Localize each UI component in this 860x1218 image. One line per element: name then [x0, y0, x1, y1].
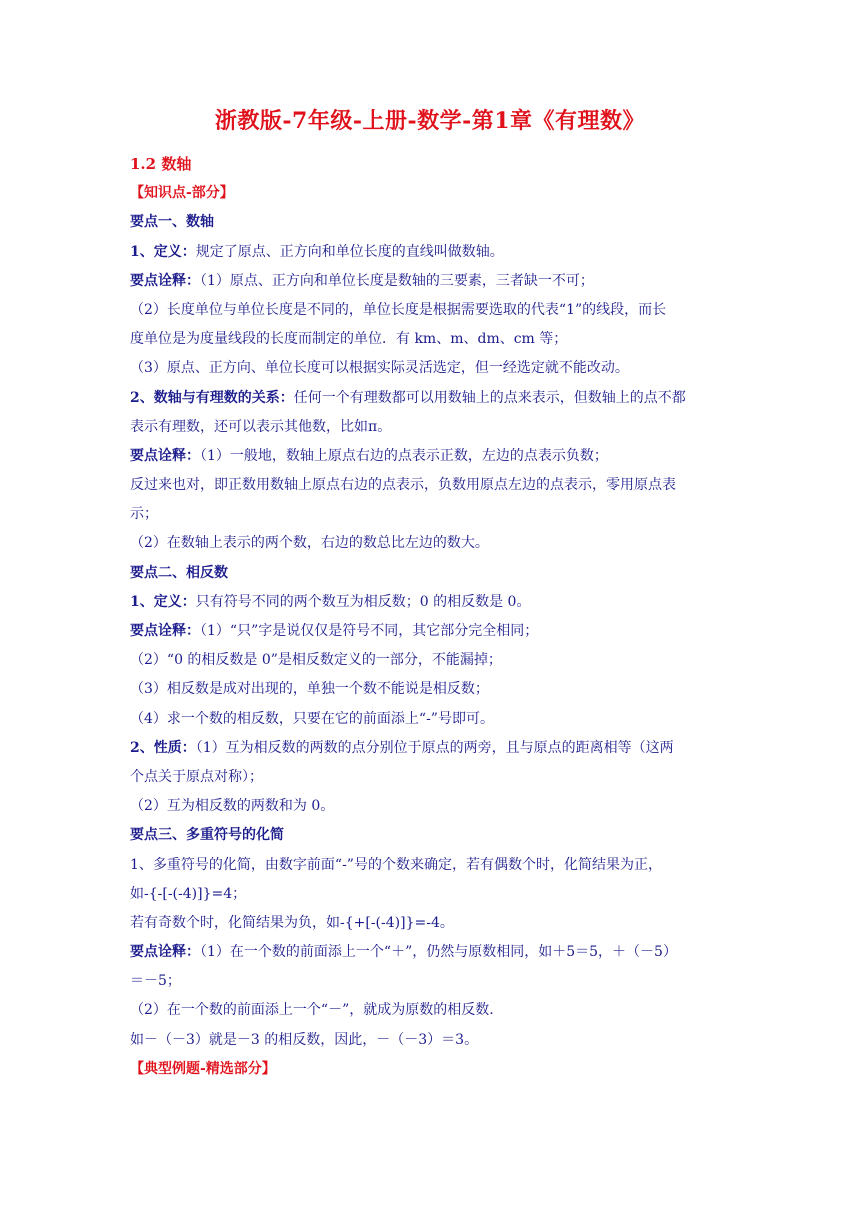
text-line: [130, 792, 730, 821]
document-title: 浙教版-7年级-上册-数学-第1章《有理数》: [214, 108, 646, 134]
line-label: 要点一、数轴: [130, 214, 214, 231]
line-text: 个点关于原点对称）；: [130, 768, 263, 785]
line-text: （1）“只”字是说仅仅是符号不同，其它部分完全相同；: [200, 623, 539, 639]
line-label: 要点诠释：: [130, 447, 200, 464]
text-line: [130, 909, 730, 938]
section-heading: 1.2 数轴: [130, 155, 192, 173]
line-label: 要点三、多重符号的化简: [130, 827, 284, 844]
knowledge-header: 【知识点-部分】: [130, 185, 234, 202]
line-text: 反过来也对，即正数用数轴上原点右边的点表示，负数用原点左边的点表示，零用原点表: [130, 477, 676, 494]
line-text: （1）在一个数的前面添上一个“＋”，仍然与原数相同，如＋5＝5，＋（－5）: [200, 944, 677, 961]
text-line: [130, 880, 730, 909]
text-line: [130, 734, 730, 763]
text-line: [130, 996, 730, 1025]
text-line: [130, 559, 730, 588]
line-label: 要点诠释：: [130, 944, 200, 961]
text-line: [130, 529, 730, 558]
line-text: （1）互为相反数的两数的点分别位于原点的两旁，且与原点的距离相等（这两: [195, 739, 674, 756]
line-label: 2、性质：: [130, 739, 196, 756]
text-line: [130, 675, 730, 704]
line-text: 只有符号不同的两个数互为相反数；0 的相反数是 0。: [195, 593, 531, 610]
line-text: 1、多重符号的化简，由数字前面“-”号的个数来确定，若有偶数个时，化简结果为正，: [130, 856, 662, 873]
line-text: （2）“0 的相反数是 0”是相反数定义的一部分，不能漏掉；: [130, 652, 502, 669]
line-text: 度单位是为度量线段的长度而制定的单位．有 km、m、dm、cm 等；: [130, 331, 568, 348]
line-text: 若有奇数个时，化简结果为负，如-{+[-(-4)]}=-4。: [130, 914, 454, 931]
line-label: 要点诠释：: [130, 272, 200, 289]
text-line: [130, 821, 730, 850]
examples-header: 【典型例题-精选部分】: [130, 1060, 276, 1077]
text-line: [130, 384, 730, 413]
line-text: （3）相反数是成对出现的，单独一个数不能说是相反数；: [130, 681, 489, 698]
line-text: （2）在一个数的前面添上一个“－”，就成为原数的相反数.: [130, 1002, 494, 1019]
line-label: 2、数轴与有理数的关系：: [130, 389, 294, 406]
text-line: [130, 705, 730, 734]
text-line: [130, 1026, 730, 1055]
text-line: [130, 325, 730, 354]
line-label: 1、定义：: [130, 593, 196, 610]
text-line: [130, 588, 730, 617]
text-line: [130, 471, 730, 500]
line-text: 表示有理数，还可以表示其他数，比如π。: [130, 418, 392, 435]
text-line: [130, 296, 730, 325]
line-text: （1）一般地，数轴上原点右边的点表示正数，左边的点表示负数；: [200, 447, 608, 464]
line-text: 任何一个有理数都可以用数轴上的点来表示，但数轴上的点不都: [293, 389, 686, 406]
text-line: [130, 938, 730, 967]
document-body: [130, 150, 730, 1084]
line-text: （4）求一个数的相反数，只要在它的前面添上“-”号即可。: [130, 710, 494, 727]
line-text: （2）互为相反数的两数和为 0。: [130, 798, 335, 815]
text-line: [130, 354, 730, 383]
line-text: （1）原点、正方向和单位长度是数轴的三要素，三者缺一不可；: [200, 272, 594, 289]
text-line: [130, 413, 730, 442]
line-text: 规定了原点、正方向和单位长度的直线叫做数轴。: [195, 243, 504, 260]
content-lines: [130, 208, 730, 1054]
line-text: ＝－5；: [130, 973, 181, 990]
text-line: [130, 967, 730, 996]
line-text: 示；: [130, 506, 158, 523]
text-line: [130, 500, 730, 529]
line-text: （3）原点、正方向、单位长度可以根据实际灵活选定，但一经选定就不能改动。: [130, 360, 629, 377]
line-text: （2）在数轴上表示的两个数，右边的数总比左边的数大。: [130, 535, 489, 552]
line-text: 如－（－3）就是－3 的相反数，因此，－（－3）＝3。: [130, 1031, 479, 1048]
text-line: [130, 646, 730, 675]
text-line: [130, 617, 730, 646]
text-line: [130, 208, 730, 237]
line-label: 1、定义：: [130, 243, 196, 260]
text-line: [130, 763, 730, 792]
line-label: 要点二、相反数: [130, 564, 228, 581]
text-line: [130, 851, 730, 880]
line-text: 如-{-[-(-4)]}=4；: [130, 885, 247, 902]
text-line: [130, 238, 730, 267]
text-line: [130, 267, 730, 296]
line-label: 要点诠释：: [130, 623, 200, 639]
line-text: （2）长度单位与单位长度是不同的，单位长度是根据需要选取的代表“1”的线段，而长: [130, 301, 667, 318]
text-line: [130, 442, 730, 471]
